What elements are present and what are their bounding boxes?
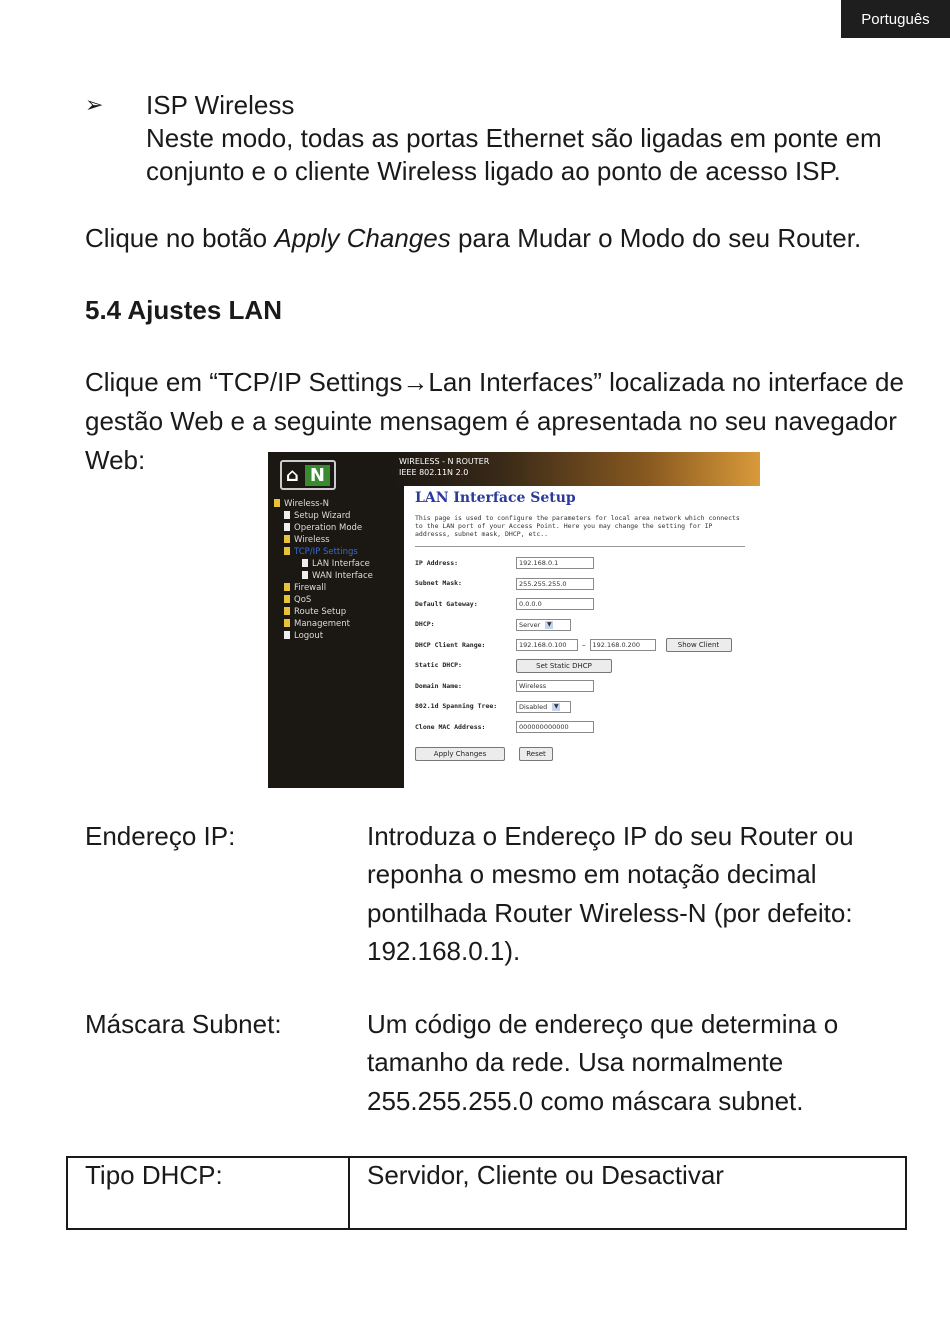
desc-ip-line-4: 192.168.0.1). <box>367 936 521 966</box>
apply-changes-term: Apply Changes <box>274 223 451 253</box>
router-logo-icon: ⌂ <box>286 464 299 486</box>
folder-icon <box>284 583 290 591</box>
router-page-description: This page is used to configure the parameters for local area network which connects to the LAN port of your Access Point. Here you may change the setting for IP addresss, subnet mask, DHCP, etc.. <box>415 514 740 538</box>
router-page-title: LAN Interface Setup <box>415 490 576 506</box>
section-heading: 5.4 Ajustes LAN <box>85 295 282 325</box>
section-paragraph-line-2: gestão Web e a seguinte mensagem é apresentada no seu navegador <box>85 406 897 436</box>
term-subnet-mask: Máscara Subnet: <box>85 1009 282 1039</box>
apply-instruction: Clique no botão Apply Changes para Mudar o Modo do seu Router. <box>85 223 862 253</box>
range-separator: – <box>582 641 586 650</box>
chevron-down-icon: ▼ <box>547 620 552 628</box>
section-paragraph-line-3: Web: <box>85 445 146 475</box>
menu-root[interactable]: Wireless-N <box>274 498 373 510</box>
page-icon <box>302 571 308 579</box>
term-ip-address: Endereço IP: <box>85 821 236 851</box>
desc-mask-line-2: tamanho da rede. Usa normalmente <box>367 1047 784 1077</box>
form-actions <box>415 744 755 765</box>
menu-tcpip-settings[interactable]: TCP/IP Settings <box>274 546 373 558</box>
subnet-mask-input[interactable]: 255.255.255.0 <box>516 578 594 590</box>
bullet-item-text-2: conjunto e o cliente Wireless ligado ao ponto de acesso ISP. <box>146 156 841 186</box>
field-subnet-mask: Subnet Mask: 255.255.255.0 <box>415 574 755 595</box>
page-icon <box>302 559 308 567</box>
desc-mask-line-1: Um código de endereço que determina o <box>367 1009 839 1039</box>
router-menu-tree <box>274 498 373 642</box>
field-ip-address: IP Address: 192.168.0.1 <box>415 553 755 574</box>
page-icon <box>284 631 290 639</box>
clone-mac-input[interactable]: 000000000000 <box>516 721 594 733</box>
desc-ip-line-1: Introduza o Endereço IP do seu Router ou <box>367 821 854 851</box>
show-client-button[interactable]: Show Client <box>666 638 732 652</box>
folder-icon <box>274 499 280 507</box>
field-dhcp: DHCP: Server ▼ <box>415 615 755 636</box>
desc-ip-line-3: pontilhada Router Wireless-N (por defeito: <box>367 898 853 928</box>
table-divider <box>348 1158 350 1228</box>
page-icon <box>284 511 290 519</box>
router-logo: ⌂ N <box>280 460 336 490</box>
banner-product: WIRELESS - N ROUTER <box>399 457 490 466</box>
menu-management[interactable]: Management <box>274 618 373 630</box>
folder-icon <box>284 547 290 555</box>
banner-standard: IEEE 802.11N 2.0 <box>399 468 469 477</box>
bullet-arrow: ➢ <box>85 92 104 117</box>
field-spanning-tree: 802.1d Spanning Tree: Disabled ▼ <box>415 697 755 718</box>
folder-icon <box>284 607 290 615</box>
folder-icon <box>284 619 290 627</box>
apply-changes-button[interactable]: Apply Changes <box>415 747 505 761</box>
divider <box>415 546 745 547</box>
menu-wan-interface[interactable]: WAN Interface <box>274 570 373 582</box>
router-screenshot <box>268 452 760 788</box>
bullet-item-text-1: Neste modo, todas as portas Ethernet são ligadas em ponte em <box>146 123 882 153</box>
menu-logout[interactable]: Logout <box>274 630 373 642</box>
ip-address-input[interactable]: 192.168.0.1 <box>516 557 594 569</box>
field-default-gateway: Default Gateway: 0.0.0.0 <box>415 594 755 615</box>
menu-wireless[interactable]: Wireless <box>274 534 373 546</box>
menu-operation-mode[interactable]: Operation Mode <box>274 522 373 534</box>
reset-button[interactable]: Reset <box>519 747 553 761</box>
domain-name-input[interactable]: Wireless <box>516 680 594 692</box>
folder-icon <box>284 595 290 603</box>
field-static-dhcp: Static DHCP: Set Static DHCP <box>415 656 755 677</box>
menu-route-setup[interactable]: Route Setup <box>274 606 373 618</box>
bullet-item-title: ISP Wireless <box>146 90 295 120</box>
dhcp-range-end-input[interactable]: 192.168.0.200 <box>590 639 656 651</box>
menu-qos[interactable]: QoS <box>274 594 373 606</box>
menu-setup-wizard[interactable]: Setup Wizard <box>274 510 373 522</box>
default-gateway-input[interactable]: 0.0.0.0 <box>516 598 594 610</box>
dhcp-range-start-input[interactable]: 192.168.0.100 <box>516 639 578 651</box>
spanning-tree-select[interactable]: Disabled ▼ <box>516 701 571 713</box>
desc-ip-line-2: reponha o mesmo em notação decimal <box>367 859 817 889</box>
dhcp-select[interactable]: Server ▼ <box>516 619 571 631</box>
page-icon <box>284 523 290 531</box>
desc-mask-line-3: 255.255.255.0 como máscara subnet. <box>367 1086 804 1116</box>
desc-dhcp-type: Servidor, Cliente ou Desactivar <box>367 1160 724 1190</box>
field-domain-name: Domain Name: Wireless <box>415 676 755 697</box>
field-clone-mac: Clone MAC Address: 000000000000 <box>415 717 755 738</box>
set-static-dhcp-button[interactable]: Set Static DHCP <box>516 659 612 673</box>
router-banner <box>394 452 760 486</box>
router-content <box>415 490 755 764</box>
term-dhcp-type: Tipo DHCP: <box>85 1160 223 1190</box>
section-paragraph-line-1: Clique em “TCP/IP Settings→Lan Interfaces” localizada no interface de <box>85 367 904 397</box>
menu-firewall[interactable]: Firewall <box>274 582 373 594</box>
chevron-down-icon: ▼ <box>553 702 559 710</box>
field-dhcp-range: DHCP Client Range: 192.168.0.100 – 192.168.0.200 Show Client <box>415 635 755 656</box>
folder-icon <box>284 535 290 543</box>
language-tab: Português <box>841 0 950 38</box>
menu-lan-interface[interactable]: LAN Interface <box>274 558 373 570</box>
